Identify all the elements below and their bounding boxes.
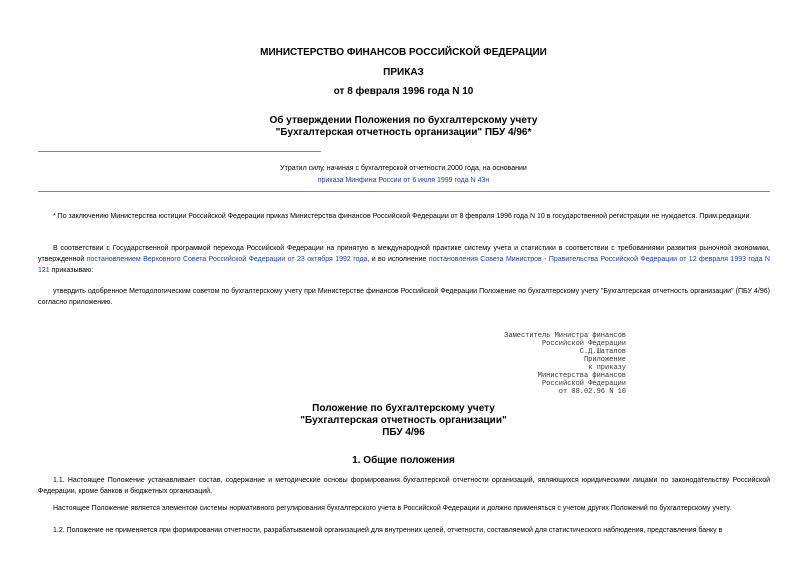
signature-line: Российской Федерации: [541, 340, 626, 348]
paragraph-approve: утвердить одобренное Методологическим советом по бухгалтерскому учету при Министерстве финансов Российской Федерации Положение по бухгалтерскому учету "Бухгалтерская отчетность организации" (ПБУ 4/96) согласно приложению.: [38, 288, 770, 306]
paragraph-preamble: [38, 243, 770, 276]
appendix-title-line3: ПБУ 4/96: [382, 427, 425, 438]
doc-type: ПРИКАЗ: [383, 67, 424, 78]
footnote: * По заключению Министерства юстиции Российской Федерации приказ Министерства финансов Российской Федерации от 8 февраля 1996 года N 10 в государственной регистрации не нуждается. Прим.редакции.: [53, 213, 752, 220]
status-link[interactable]: приказа Минфина России от 6 июля 1999 года N 43н: [317, 177, 490, 184]
appendix-title-line1: Положение по бухгалтерскому учету: [312, 403, 495, 414]
doc-subject-line2: "Бухгалтерская отчетность организации" ПБУ 4/96*: [275, 127, 532, 138]
signature-line: к приказу: [588, 364, 626, 372]
preamble-text-3: приказываю:: [49, 267, 94, 274]
link-supreme-council-resolution[interactable]: постановлением Верховного Совета Российской Федерации от 23 октября 1992 года: [86, 256, 368, 263]
doc-subject-line1: Об утверждении Положения по бухгалтерскому учету: [269, 115, 538, 126]
paragraph-1-1b: Настоящее Положение является элементом системы нормативного регулирования бухгалтерского учета в Российской Федерации и должно применяться с учетом других Положений по бухгалтерскому учету.: [53, 505, 732, 512]
signature-line: Заместитель Министра финансов: [504, 332, 626, 340]
signature-line: Российской Федерации: [541, 380, 626, 388]
signature-line: С.Д.Шаталов: [579, 348, 626, 356]
divider-long: [38, 191, 770, 192]
preamble-text-2: , и во исполнение: [367, 256, 429, 263]
section-heading: 1. Общие положения: [352, 455, 455, 466]
doc-date-number: от 8 февраля 1996 года N 10: [333, 86, 474, 97]
divider-short: [38, 151, 321, 152]
signature-line: Министерства финансов: [537, 372, 626, 380]
status-note: Утратил силу, начиная с бухгалтерской отчетности 2000 года, на основании: [280, 165, 527, 172]
paragraph-1-2: 1.2. Положение не применяется при формировании отчетности, разрабатываемой организацией для внутренних целей, отчетности, составляемой для статистического наблюдения, представления банку в: [53, 527, 723, 534]
signature-line: Приложение: [583, 356, 626, 364]
ministry-title: МИНИСТЕРСТВО ФИНАНСОВ РОССИЙСКОЙ ФЕДЕРАЦИИ: [260, 47, 547, 58]
preamble-text-1: В соответствии с Государственной программой перехода Российской Федерации на принятую в международной практике систему учета и статистики в соответствии с требованиями развития рыночной экономики, утвержденной: [38, 245, 770, 263]
paragraph-1-1: 1.1. Настоящее Положение устанавливает состав, содержание и методические основы формирования бухгалтерской отчетности организаций, являющихся юридическими лицами по законодательству Российской Федерации, кроме банков и бюджетных организаций.: [38, 477, 770, 495]
link-government-resolution[interactable]: постановления Совета Министров - Правительства Российской Федерации от 12 февраля 1993 года N 121: [38, 256, 770, 274]
appendix-title-line2: "Бухгалтерская отчетность организации": [300, 415, 507, 426]
signature-block: [440, 332, 626, 396]
signature-line: от 08.02.96 N 10: [558, 388, 626, 396]
